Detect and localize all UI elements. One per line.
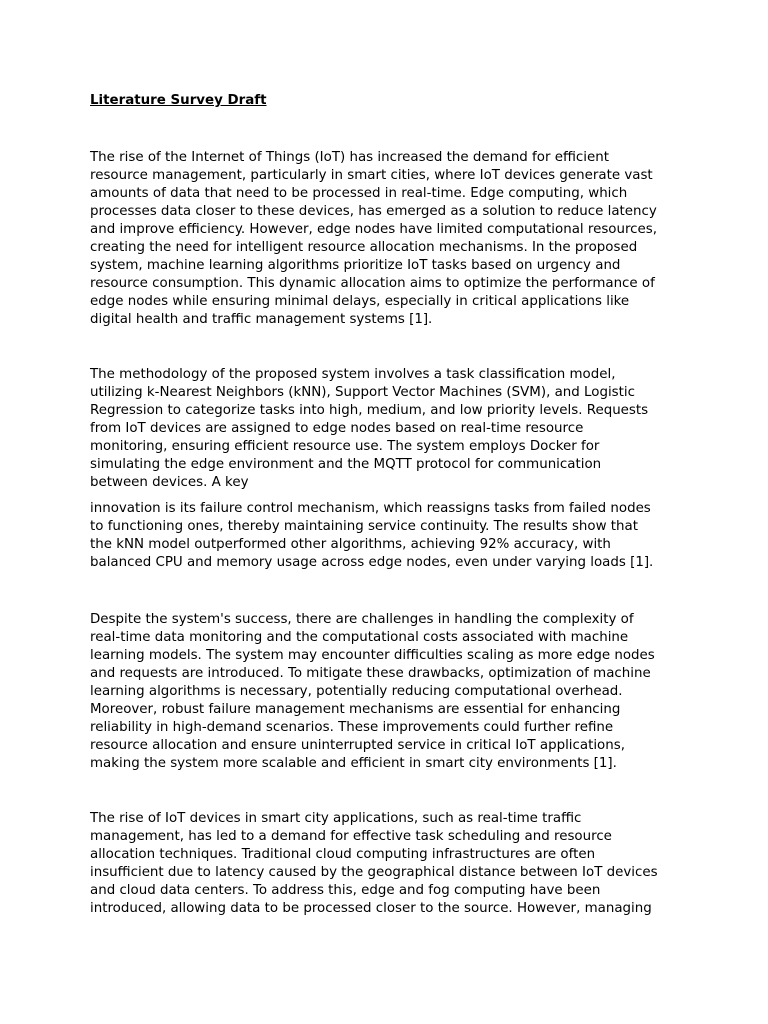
document-title: Literature Survey Draft bbox=[90, 93, 267, 108]
paragraph-challenges: Despite the system's success, there are challenges in handling the complexity of real-time data monitoring and the computational costs associated with machine learning models. The system may encounter difficulties scaling as more edge nodes and requests are introduced. To mitigate these drawbacks, optimization of machine learning algorithms is necessary, potentially reducing computational overhead. Moreover, robust failure management mechanisms are essential for enhancing reliability in high-demand scenarios. These improvements could further refine resource allocation and ensure uninterrupted service in critical IoT applications, making the system more scalable and efficient in smart city environments [1]. bbox=[90, 612, 655, 771]
paragraph-iot-resource-management: The rise of the Internet of Things (IoT) has increased the demand for efficient resource management, particularly in smart cities, where IoT devices generate vast amounts of data that need to be processed in real-time. Edge computing, which processes data closer to these devices, has emerged as a solution to reduce latency and improve efficiency. However, edge nodes have limited computational resources, creating the need for intelligent resource allocation mechanisms. In the proposed system, machine learning algorithms prioritize IoT tasks based on urgency and resource consumption. This dynamic allocation aims to optimize the performance of edge nodes while ensuring minimal delays, especially in critical applications like digital health and traffic management systems [1]. bbox=[90, 150, 658, 327]
paragraph-failure-control: innovation is its failure control mechanism, which reassigns tasks from failed nodes to functioning ones, thereby maintaining service continuity. The results show that the kNN model outperformed other algorithms, achieving 92% accuracy, with balanced CPU and memory usage across edge nodes, even under varying loads [1]. bbox=[90, 501, 654, 570]
paragraph-smart-city-scheduling: The rise of IoT devices in smart city applications, such as real-time traffic management, has led to a demand for effective task scheduling and resource allocation techniques. Traditional cloud computing infrastructures are often insufficient due to latency caused by the geographical distance between IoT devices and cloud data centers. To address this, edge and fog computing have been introduced, allowing data to be processed closer to the source. However, managing bbox=[90, 811, 658, 916]
paragraph-methodology: The methodology of the proposed system involves a task classification model, utilizing k-Nearest Neighbors (kNN), Support Vector Machines (SVM), and Logistic Regression to categorize tasks into high, medium, and low priority levels. Requests from IoT devices are assigned to edge nodes based on real-time resource monitoring, ensuring efficient resource use. The system employs Docker for simulating the edge environment and the MQTT protocol for communication between devices. A key bbox=[90, 367, 649, 490]
document-page bbox=[90, 90, 686, 916]
